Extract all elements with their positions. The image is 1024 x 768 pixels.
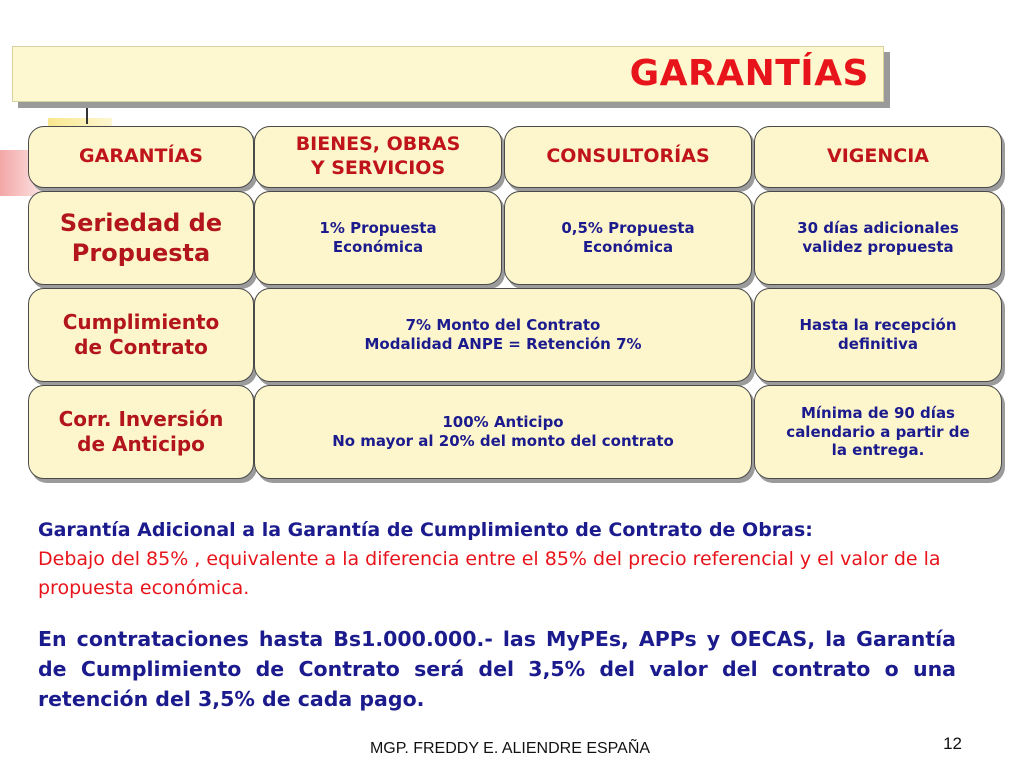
cell-seriedad-consultorias: [504, 191, 752, 285]
header-vigencia: [754, 126, 1002, 188]
cell-anticipo-vigencia: [754, 385, 1002, 479]
cell-seriedad-bienes-line1: 1% Propuesta: [319, 219, 437, 238]
cell-cumplimiento-monto-line2: Modalidad ANPE = Retención 7%: [364, 335, 642, 353]
page-number: 12: [943, 734, 962, 753]
header-bienes-obras-servicios: [254, 126, 502, 188]
cell-cumplimiento-vigencia-line1: Hasta la recepción: [799, 316, 957, 335]
cell-seriedad-consultorias-line1: 0,5% Propuesta: [561, 219, 695, 238]
row-label-seriedad: [28, 191, 254, 285]
note-garantia-adicional-lead: Garantía Adicional a la Garantía de Cumplimiento de Contrato de Obras:: [38, 519, 813, 541]
title-banner: [12, 46, 884, 102]
cell-seriedad-bienes-line2: Económica: [332, 238, 424, 256]
row-label-cumplimiento-line2: de Contrato: [74, 335, 208, 359]
footer-author: MGP. FREDDY E. ALIENDRE ESPAÑA: [369, 740, 651, 757]
row-label-cumplimiento-line1: Cumplimiento: [62, 310, 220, 334]
note-garantia-adicional: [38, 516, 964, 603]
row-label-anticipo-line1: Corr. Inversión: [58, 407, 224, 431]
header-garantias-label: GARANTÍAS: [79, 145, 203, 168]
cell-anticipo-monto: [254, 385, 752, 479]
cell-anticipo-vigencia-line2: calendario a partir de: [786, 422, 970, 441]
cell-cumplimiento-vigencia: [754, 288, 1002, 382]
cell-anticipo-monto-line1: 100% Anticipo: [442, 413, 564, 432]
header-garantias: [28, 126, 254, 188]
row-label-cumplimiento: [28, 288, 254, 382]
header-bienes-line2: Y SERVICIOS: [310, 157, 446, 179]
cell-cumplimiento-monto: [254, 288, 752, 382]
note-garantia-adicional-body: Debajo del 85% , equivalente a la diferencia entre el 85% del precio referencial y el valor de la propuesta económica.: [38, 548, 941, 599]
cell-cumplimiento-vigencia-line2: definitiva: [837, 335, 919, 353]
cell-seriedad-vigencia: [754, 191, 1002, 285]
cell-anticipo-vigencia-line1: Mínima de 90 días: [800, 403, 955, 422]
row-label-seriedad-line1: Seriedad de: [59, 209, 223, 237]
cell-seriedad-bienes: [254, 191, 502, 285]
note-mypes: En contrataciones hasta Bs1.000.000.- las MyPEs, APPs y OECAS, la Garantía de Cumplimiento de Contrato será del 3,5% del valor del contrato o una retención del 3,5% de cada pago.: [38, 627, 956, 711]
cell-anticipo-vigencia-line3: la entrega.: [831, 441, 925, 460]
row-label-seriedad-line2: Propuesta: [71, 239, 211, 267]
header-bienes-line1: BIENES, OBRAS: [295, 133, 461, 156]
header-consultorias-label: CONSULTORÍAS: [546, 145, 710, 168]
row-label-anticipo-line2: de Anticipo: [77, 432, 205, 456]
cell-seriedad-consultorias-line2: Económica: [582, 238, 674, 256]
page-title: GARANTÍAS: [629, 53, 869, 94]
row-label-anticipo: [28, 385, 254, 479]
header-consultorias: [504, 126, 752, 188]
cell-seriedad-vigencia-line1: 30 días adicionales: [797, 219, 959, 238]
header-vigencia-label: VIGENCIA: [827, 145, 929, 168]
cell-cumplimiento-monto-line1: 7% Monto del Contrato: [405, 316, 601, 335]
cell-seriedad-vigencia-line2: validez propuesta: [802, 238, 954, 256]
cell-anticipo-monto-line2: No mayor al 20% del monto del contrato: [332, 432, 674, 450]
